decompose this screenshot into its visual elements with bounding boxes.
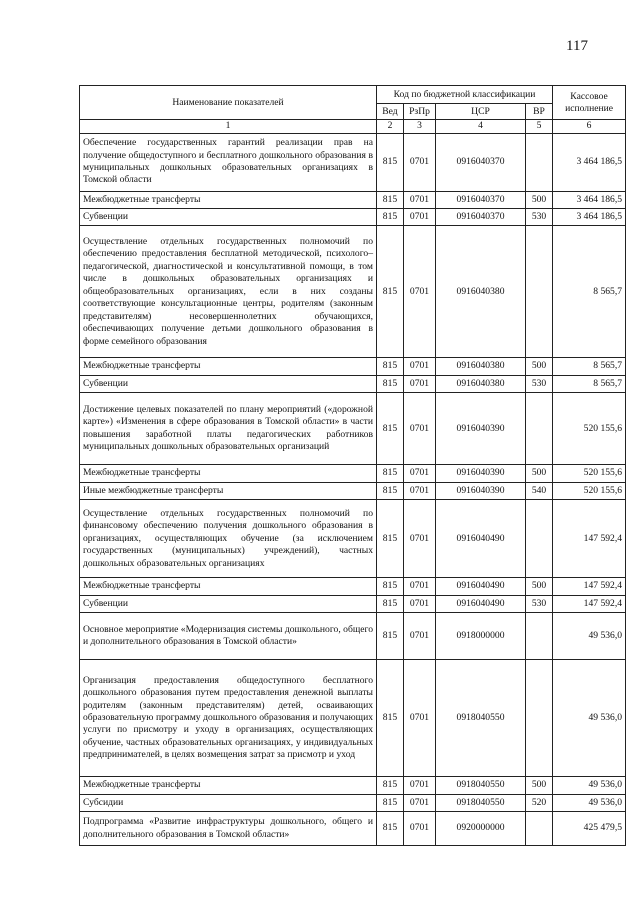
table-row bbox=[80, 191, 626, 208]
row-vr bbox=[526, 226, 553, 358]
row-vr: 500 bbox=[526, 358, 553, 375]
row-csr: 0918040550 bbox=[436, 660, 526, 777]
row-ved: 815 bbox=[377, 660, 404, 777]
row-rzpr: 0701 bbox=[404, 208, 436, 225]
table-row bbox=[80, 613, 626, 660]
row-name: Осуществление отдельных государственных полномочий по финансовому обеспечению получения дошкольного образования в организациях, осуществляющих обучение (за исключением государственных (муниципальных) учреждений), частных дошкольных образовательных организациях bbox=[80, 500, 377, 578]
row-csr: 0918040550 bbox=[436, 777, 526, 794]
row-rzpr: 0701 bbox=[404, 777, 436, 794]
row-csr: 0916040490 bbox=[436, 595, 526, 612]
table-row bbox=[80, 226, 626, 358]
row-csr: 0916040380 bbox=[436, 358, 526, 375]
table-row bbox=[80, 482, 626, 499]
row-amount: 425 479,5 bbox=[553, 812, 626, 846]
row-vr bbox=[526, 812, 553, 846]
row-ved: 815 bbox=[377, 482, 404, 499]
row-csr: 0918000000 bbox=[436, 613, 526, 660]
row-vr bbox=[526, 660, 553, 777]
row-vr: 530 bbox=[526, 208, 553, 225]
row-amount: 49 536,0 bbox=[553, 794, 626, 811]
row-amount: 147 592,4 bbox=[553, 500, 626, 578]
col-number: 1 bbox=[80, 120, 377, 133]
row-vr: 530 bbox=[526, 595, 553, 612]
table-row bbox=[80, 375, 626, 392]
row-amount: 520 155,6 bbox=[553, 393, 626, 465]
row-name: Межбюджетные трансферты bbox=[80, 191, 377, 208]
row-amount: 147 592,4 bbox=[553, 595, 626, 612]
row-rzpr: 0701 bbox=[404, 226, 436, 358]
row-name: Достижение целевых показателей по плану мероприятий («дорожной карте») «Изменения в сфере образования в Томской области» в части повышения заработной платы педагогических работников муниципальных дошкольных образовательных организаций bbox=[80, 393, 377, 465]
header-ved: Вед bbox=[377, 104, 404, 120]
row-amount: 3 464 186,5 bbox=[553, 133, 626, 191]
row-amount: 49 536,0 bbox=[553, 660, 626, 777]
row-vr bbox=[526, 613, 553, 660]
budget-table bbox=[79, 85, 626, 846]
row-ved: 815 bbox=[377, 465, 404, 482]
header-code-group: Код по бюджетной классификации bbox=[377, 86, 553, 104]
row-rzpr: 0701 bbox=[404, 482, 436, 499]
row-name: Субсидии bbox=[80, 794, 377, 811]
row-vr: 500 bbox=[526, 191, 553, 208]
row-name: Подпрограмма «Развитие инфраструктуры дошкольного, общего и дополнительного образования в Томской области» bbox=[80, 812, 377, 846]
row-csr: 0920000000 bbox=[436, 812, 526, 846]
col-number: 4 bbox=[436, 120, 526, 133]
row-rzpr: 0701 bbox=[404, 660, 436, 777]
col-number: 6 bbox=[553, 120, 626, 133]
header-csr: ЦСР bbox=[436, 104, 526, 120]
row-ved: 815 bbox=[377, 358, 404, 375]
row-name: Межбюджетные трансферты bbox=[80, 578, 377, 595]
row-vr: 500 bbox=[526, 465, 553, 482]
row-csr: 0918040550 bbox=[436, 794, 526, 811]
row-ved: 815 bbox=[377, 375, 404, 392]
row-ved: 815 bbox=[377, 133, 404, 191]
row-csr: 0916040370 bbox=[436, 208, 526, 225]
row-ved: 815 bbox=[377, 794, 404, 811]
row-name: Иные межбюджетные трансферты bbox=[80, 482, 377, 499]
row-name: Межбюджетные трансферты bbox=[80, 465, 377, 482]
row-vr bbox=[526, 133, 553, 191]
table-row bbox=[80, 595, 626, 612]
row-ved: 815 bbox=[377, 208, 404, 225]
row-rzpr: 0701 bbox=[404, 613, 436, 660]
row-amount: 49 536,0 bbox=[553, 613, 626, 660]
row-amount: 3 464 186,5 bbox=[553, 191, 626, 208]
table-row bbox=[80, 794, 626, 811]
row-ved: 815 bbox=[377, 812, 404, 846]
row-csr: 0916040380 bbox=[436, 226, 526, 358]
row-ved: 815 bbox=[377, 191, 404, 208]
row-amount: 8 565,7 bbox=[553, 375, 626, 392]
row-vr: 520 bbox=[526, 794, 553, 811]
row-csr: 0916040370 bbox=[436, 191, 526, 208]
row-name: Обеспечение государственных гарантий реализации прав на получение общедоступного и бесплатного дошкольного образования в муниципальных дошкольных образовательных организациях в Томской области bbox=[80, 133, 377, 191]
row-rzpr: 0701 bbox=[404, 393, 436, 465]
row-csr: 0916040380 bbox=[436, 375, 526, 392]
row-name: Основное мероприятие «Модернизация системы дошкольного, общего и дополнительного образования в Томской области» bbox=[80, 613, 377, 660]
row-ved: 815 bbox=[377, 578, 404, 595]
row-csr: 0916040390 bbox=[436, 482, 526, 499]
col-number: 5 bbox=[526, 120, 553, 133]
header-vr: ВР bbox=[526, 104, 553, 120]
row-vr bbox=[526, 393, 553, 465]
row-rzpr: 0701 bbox=[404, 358, 436, 375]
row-ved: 815 bbox=[377, 777, 404, 794]
table-row bbox=[80, 358, 626, 375]
table-row bbox=[80, 393, 626, 465]
row-rzpr: 0701 bbox=[404, 191, 436, 208]
row-csr: 0916040370 bbox=[436, 133, 526, 191]
row-amount: 520 155,6 bbox=[553, 465, 626, 482]
col-number: 2 bbox=[377, 120, 404, 133]
row-ved: 815 bbox=[377, 226, 404, 358]
row-rzpr: 0701 bbox=[404, 375, 436, 392]
row-name: Субвенции bbox=[80, 208, 377, 225]
row-vr bbox=[526, 500, 553, 578]
row-amount: 8 565,7 bbox=[553, 226, 626, 358]
col-number: 3 bbox=[404, 120, 436, 133]
row-name: Субвенции bbox=[80, 375, 377, 392]
header-amount: Кассовое исполнение bbox=[553, 86, 626, 120]
header-name: Наименование показателей bbox=[80, 86, 377, 120]
row-name: Межбюджетные трансферты bbox=[80, 777, 377, 794]
row-amount: 3 464 186,5 bbox=[553, 208, 626, 225]
row-vr: 500 bbox=[526, 578, 553, 595]
table-row bbox=[80, 133, 626, 191]
table-row bbox=[80, 465, 626, 482]
row-rzpr: 0701 bbox=[404, 133, 436, 191]
row-amount: 8 565,7 bbox=[553, 358, 626, 375]
row-csr: 0916040490 bbox=[436, 500, 526, 578]
row-csr: 0916040390 bbox=[436, 393, 526, 465]
row-name: Осуществление отдельных государственных полномочий по обеспечению предоставления бесплатной методической, психолого–педагогической, диагностической и консультативной помощи, в том числе в дошкольных образовательных организациях и общеобразовательных организациях, если в них созданы соответствующие консультационные центры, родителям (законным представителям) несовершеннолетних обучающихся, обеспечивающих получение детьми дошкольного образования в форме семейного образования bbox=[80, 226, 377, 358]
row-rzpr: 0701 bbox=[404, 595, 436, 612]
header-rzpr: РзПр bbox=[404, 104, 436, 120]
table-row bbox=[80, 812, 626, 846]
page-number: 117 bbox=[566, 38, 588, 54]
row-amount: 49 536,0 bbox=[553, 777, 626, 794]
row-csr: 0916040390 bbox=[436, 465, 526, 482]
table-row bbox=[80, 578, 626, 595]
table-row bbox=[80, 208, 626, 225]
row-rzpr: 0701 bbox=[404, 465, 436, 482]
row-rzpr: 0701 bbox=[404, 500, 436, 578]
row-name: Межбюджетные трансферты bbox=[80, 358, 377, 375]
row-csr: 0916040490 bbox=[436, 578, 526, 595]
row-ved: 815 bbox=[377, 613, 404, 660]
row-rzpr: 0701 bbox=[404, 794, 436, 811]
row-name: Организация предоставления общедоступного бесплатного дошкольного образования путем предоставления денежной выплаты родителям (законным представителям) детей, осваивающих образовательную программу дошкольного образования и получающих услуги по присмотру и уходу в организациях, осуществляющих обучение, частных образовательных организациях, у индивидуальных предпринимателей, в целях возмещения затрат за присмотр и уход bbox=[80, 660, 377, 777]
row-vr: 500 bbox=[526, 777, 553, 794]
table-row bbox=[80, 660, 626, 777]
row-amount: 147 592,4 bbox=[553, 578, 626, 595]
row-name: Субвенции bbox=[80, 595, 377, 612]
row-vr: 540 bbox=[526, 482, 553, 499]
table-row bbox=[80, 500, 626, 578]
row-amount: 520 155,6 bbox=[553, 482, 626, 499]
row-vr: 530 bbox=[526, 375, 553, 392]
row-rzpr: 0701 bbox=[404, 578, 436, 595]
row-rzpr: 0701 bbox=[404, 812, 436, 846]
row-ved: 815 bbox=[377, 595, 404, 612]
row-ved: 815 bbox=[377, 393, 404, 465]
table-row bbox=[80, 777, 626, 794]
row-ved: 815 bbox=[377, 500, 404, 578]
